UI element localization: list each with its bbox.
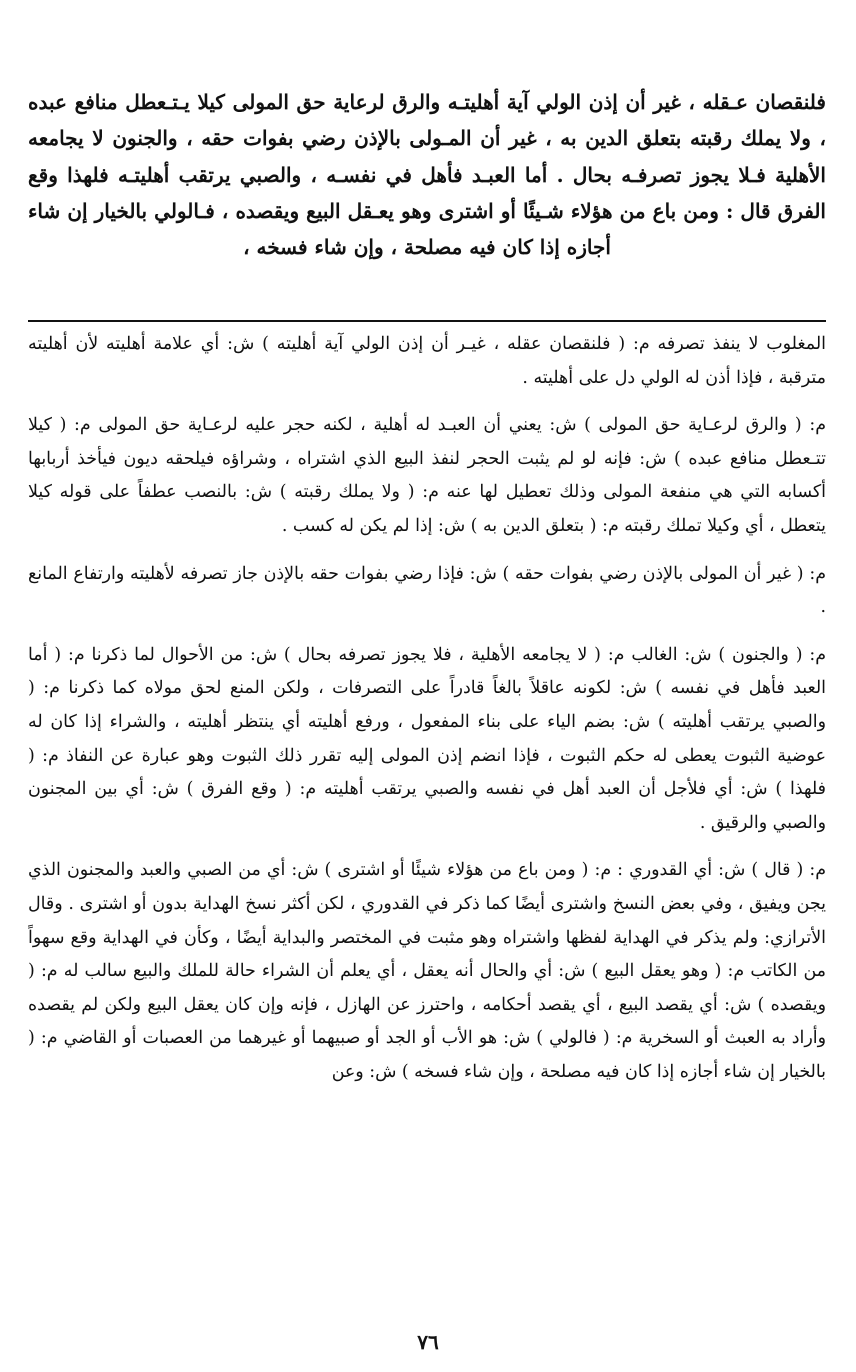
commentary-paragraph-2: م: ( والرق لرعـاية حق المولى ) ش: يعني أن العبـد له أهلية ، لكنه حجر عليه لرعـاية حق المولى م: ( كيلا تتـعطل منافع عبده ) ش: فإنه لو لم يثبت الحجر لنفذ البيع الذي اشتراه ، وشراؤه فيلحقه ديون فيأخذ أربابها أكسابه التي هي منفعة المولى وذلك تعطيل لها عنه م: ( ولا يملك رقبته ) ش: بالنصب عطفاً على قوله كيلا يتعطل ، أي وكيلا تملك رقبته م: ( بتعلق الدين به ) ش: إذا لم يكن له كسب . bbox=[28, 415, 826, 536]
commentary-paragraph-4: م: ( والجنون ) ش: الغالب م: ( لا يجامعه الأهلية ، فلا يجوز تصرفه بحال ) ش: من الأحوال لما ذكرنا م: ( أما العبد فأهل في نفسه ) ش: لكونه عاقلاً بالغاً قادراً على التصرفات ، ولكن المنع لحق مولاه كما ذكرنا م: ( والصبي يرتقب أهليته ) ش: بضم الياء على بناء المفعول ، ورفع أهليته أي ينتظر أهليته ، والشراء إذا كان له عوضية الثبوت يعطى له حكم الثبوت ، فإذا انضم إذن المولى إليه تقرر ذلك الثبوت وهو عبارة عن النفاذ م: ( فلهذا ) ش: أي فلأجل أن العبد أهل في نفسه والصبي يرتقب أهليته م: ( وقع الفرق ) ش: أي بين المجنون والصبي والرقيق . bbox=[28, 644, 826, 833]
page-number: ٧٦ bbox=[417, 1330, 439, 1354]
separator-rule bbox=[28, 320, 826, 322]
matn-text-block bbox=[28, 84, 826, 265]
commentary-paragraph-3: م: ( غير أن المولى بالإذن رضي بفوات حقه ) ش: فإذا رضي بفوات حقه بالإذن جاز تصرفه لأهليته وارتفاع المانع . bbox=[28, 563, 826, 618]
commentary-block bbox=[28, 328, 826, 1103]
commentary-paragraph-5: م: ( قال ) ش: أي القدوري : م: ( ومن باع من هؤلاء شيئًا أو اشترى ) ش: أي من الصبي والعبد والمجنون الذي يجن ويفيق ، وفي بعض النسخ واشترى أيضًا كما ذكر في القدوري ، لكن أكثر نسخ الهداية بدون أو اشترى . وقال الأترازي: ولم يذكر في الهداية لفظها واشتراه وهو مثبت في المختصر والبداية أيضًا ، وكأن في الهداية وقع سهواً من الكاتب م: ( وهو يعقل البيع ) ش: أي والحال أنه يعقل ، أي يعلم أن الشراء حالة للملك والبيع سالب له م: ( ويقصده ) ش: أي يقصد البيع ، أي يقصد أحكامه ، واحترز عن الهازل ، فإنه وإن كان يعقل البيع ولكن لم يقصده وأراد به العبث أو السخرية م: ( فالولي ) ش: هو الأب أو الجد أو صبيهما أو غيرهما من العصبات أو القاضي م: ( بالخيار إن شاء أجازه إذا كان فيه مصلحة ، وإن شاء فسخه ) ش: وعن bbox=[28, 860, 826, 1082]
commentary-paragraph-1: المغلوب لا ينفذ تصرفه م: ( فلنقصان عقله ، غيـر أن إذن الولي آية أهليته ) ش: أي علامة أهليته لأن أهليته مترقبة ، فإذا أذن له الولي دل على أهليته . bbox=[28, 334, 826, 388]
matn-paragraph: فلنقصان عـقله ، غير أن إذن الولي آية أهليتـه والرق لرعاية حق المولى كيلا يـتـعطل منافع عبده ، ولا يملك رقبته بتعلق الدين به ، غير أن المـولى بالإذن رضي بفوات حقه ، والجنون لا يجامعه الأهلية فـلا يجوز تصرفـه بحال . أما العبـد فأهل في نفسـه ، والصبي يرتقب أهليتـه فلهذا وقع الفرق قال : ومن باع من هؤلاء شـيئًا أو اشترى وهو يعـقل البيع ويقصده ، فـالولي بالخيار إن شاء أجازه إذا كان فيه مصلحة ، وإن شاء فسخه ، bbox=[28, 90, 826, 260]
